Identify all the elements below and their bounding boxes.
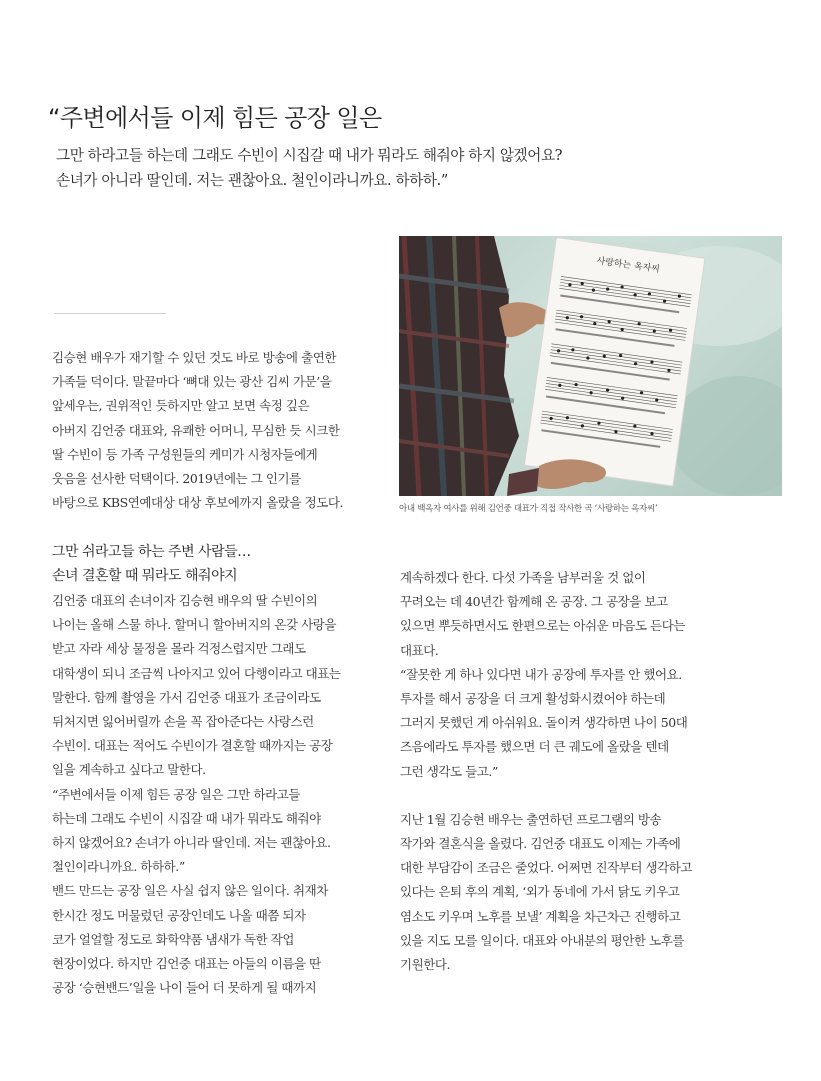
text-line: 있을 지도 모를 일이다. 대표와 아내분의 평안한 노후를 <box>400 932 684 948</box>
text-line: 가족들 덕이다. 말끝마다 ‘뼈대 있는 광산 김씨 가문’을 <box>52 374 332 390</box>
text-line: 기원한다. <box>400 957 451 973</box>
text-line: 꾸려오는 데 40년간 함께해 온 공장. 그 공장을 보고 <box>400 594 668 610</box>
left-column <box>52 589 382 1000</box>
section-subheading <box>52 540 251 588</box>
quote-continuation <box>56 143 796 193</box>
text-line: 말한다. 함께 촬영을 가서 김언중 대표가 조금이라도 <box>52 689 321 705</box>
text-line: 염소도 키우며 노후를 보낼’ 계획을 차근차근 진행하고 <box>400 908 681 924</box>
text-line: 아버지 김언중 대표와, 유쾌한 어머니, 무심한 듯 시크한 <box>52 422 340 438</box>
text-line: 일을 계속하고 싶다고 말한다. <box>52 762 206 778</box>
text-line: 대한 부담감이 조금은 줄었다. 어쩌면 진작부터 생각하고 <box>400 860 693 876</box>
text-line: 받고 자라 세상 물정을 몰라 걱정스럽지만 그래도 <box>52 641 306 657</box>
text-line: 나이는 올해 스물 하나. 할머니 할아버지의 온갖 사랑을 <box>52 617 336 633</box>
text-line: 김언중 대표의 손녀이자 김승현 배우의 딸 수빈이의 <box>52 593 318 608</box>
text-line: 지난 1월 김승현 배우는 출연하던 프로그램의 방송 <box>400 811 662 827</box>
quote-line: 그만 하라고들 하는데 그래도 수빈이 시집갈 때 내가 뭐라도 해줘야 하지 않겠어요? <box>56 147 563 164</box>
text-line: 계속하겠다 한다. 다섯 가족을 남부러울 것 없이 <box>400 570 646 585</box>
text-line: 웃음을 선사한 덕택이다. 2019년에는 그 인기를 <box>52 471 301 487</box>
intro-paragraph <box>52 346 382 515</box>
text-line: 코가 얼얼할 정도로 화학약품 냄새가 독한 작업 <box>52 931 295 947</box>
text-line: 투자를 해서 공장을 더 크게 활성화시켰어야 하는데 <box>400 691 666 707</box>
text-line: 김승현 배우가 재기할 수 있던 것도 바로 방송에 출연한 <box>52 350 336 365</box>
sheet-music-photo <box>399 236 782 496</box>
text-line: 바탕으로 KBS연예대상 대상 후보에까지 올랐을 정도다. <box>52 495 344 511</box>
sheet-title: 사랑하는 옥자씨 <box>595 256 661 276</box>
text-line: 밴드 만드는 공장 일은 사실 쉽지 않은 일이다. 취재차 <box>52 883 328 899</box>
subheading-line: 손녀 결혼할 때 뭐라도 해줘야지 <box>52 568 238 584</box>
text-line: 공장 ‘승현밴드’일을 나이 들어 더 못하게 될 때까지 <box>52 980 317 996</box>
quote-title: “주변에서들 이제 힘든 공장 일은 <box>48 104 382 132</box>
right-column <box>400 566 740 977</box>
divider-rule <box>54 313 166 314</box>
text-line: “잘못한 게 하나 있다면 내가 공장에 투자를 안 했어요. <box>400 666 682 682</box>
paragraph-gap <box>400 784 740 808</box>
text-line: 하는데 그래도 수빈이 시집갈 때 내가 뭐라도 해줘야 <box>52 810 321 826</box>
text-line: 하지 않겠어요? 손녀가 아니라 딸인데. 저는 괜찮아요. <box>52 835 331 851</box>
text-line: 그런 생각도 들고.” <box>400 763 498 779</box>
text-line: 딸 수빈이 등 가족 구성원들의 케미가 시청자들에게 <box>52 446 318 462</box>
text-line: 있으면 뿌듯하면서도 한편으로는 아쉬운 마음도 든다는 <box>400 618 685 634</box>
text-line: 즈음에라도 투자를 했으면 더 큰 궤도에 올랐을 텐데 <box>400 739 669 755</box>
subheading-line: 그만 쉬라고들 하는 주변 사람들… <box>52 544 251 560</box>
text-line: 현장이었다. 하지만 김언중 대표는 아들의 이름을 딴 <box>52 956 321 972</box>
text-line: 앞세우는, 권위적인 듯하지만 알고 보면 속정 깊은 <box>52 398 310 414</box>
text-line: 그러지 못했던 게 아쉬워요. 돌이켜 생각하면 나이 50대 <box>400 715 688 731</box>
text-line: 대학생이 되니 조금씩 나아지고 있어 다행이라고 대표는 <box>52 665 341 681</box>
text-line: 철인이라니까요. 하하하.” <box>52 859 185 875</box>
text-line: “주변에서들 이제 힘든 공장 일은 그만 하라고들 <box>52 786 300 802</box>
quote-line: 손녀가 아니라 딸인데. 저는 괜찮아요. 철인이라니까요. 하하하.” <box>56 172 448 189</box>
text-line: 대표다. <box>400 642 439 658</box>
text-line: 한시간 정도 머물렀던 공장인데도 나올 때쯤 되자 <box>52 907 306 923</box>
text-line: 있다는 은퇴 후의 계획, ‘외가 동네에 가서 닭도 키우고 <box>400 884 680 900</box>
photo-caption: 아내 백옥자 여사를 위해 김언중 대표가 직접 작사한 곡 ‘사랑하는 옥자씨’ <box>399 504 658 514</box>
text-line: 뒤처지면 잃어버릴까 손을 꼭 잡아준다는 사랑스런 <box>52 714 314 730</box>
text-line: 수빈이. 대표는 적어도 수빈이가 결혼할 때까지는 공장 <box>52 738 333 754</box>
text-line: 작가와 결혼식을 올렸다. 김언중 대표도 이제는 가족에 <box>400 836 681 852</box>
